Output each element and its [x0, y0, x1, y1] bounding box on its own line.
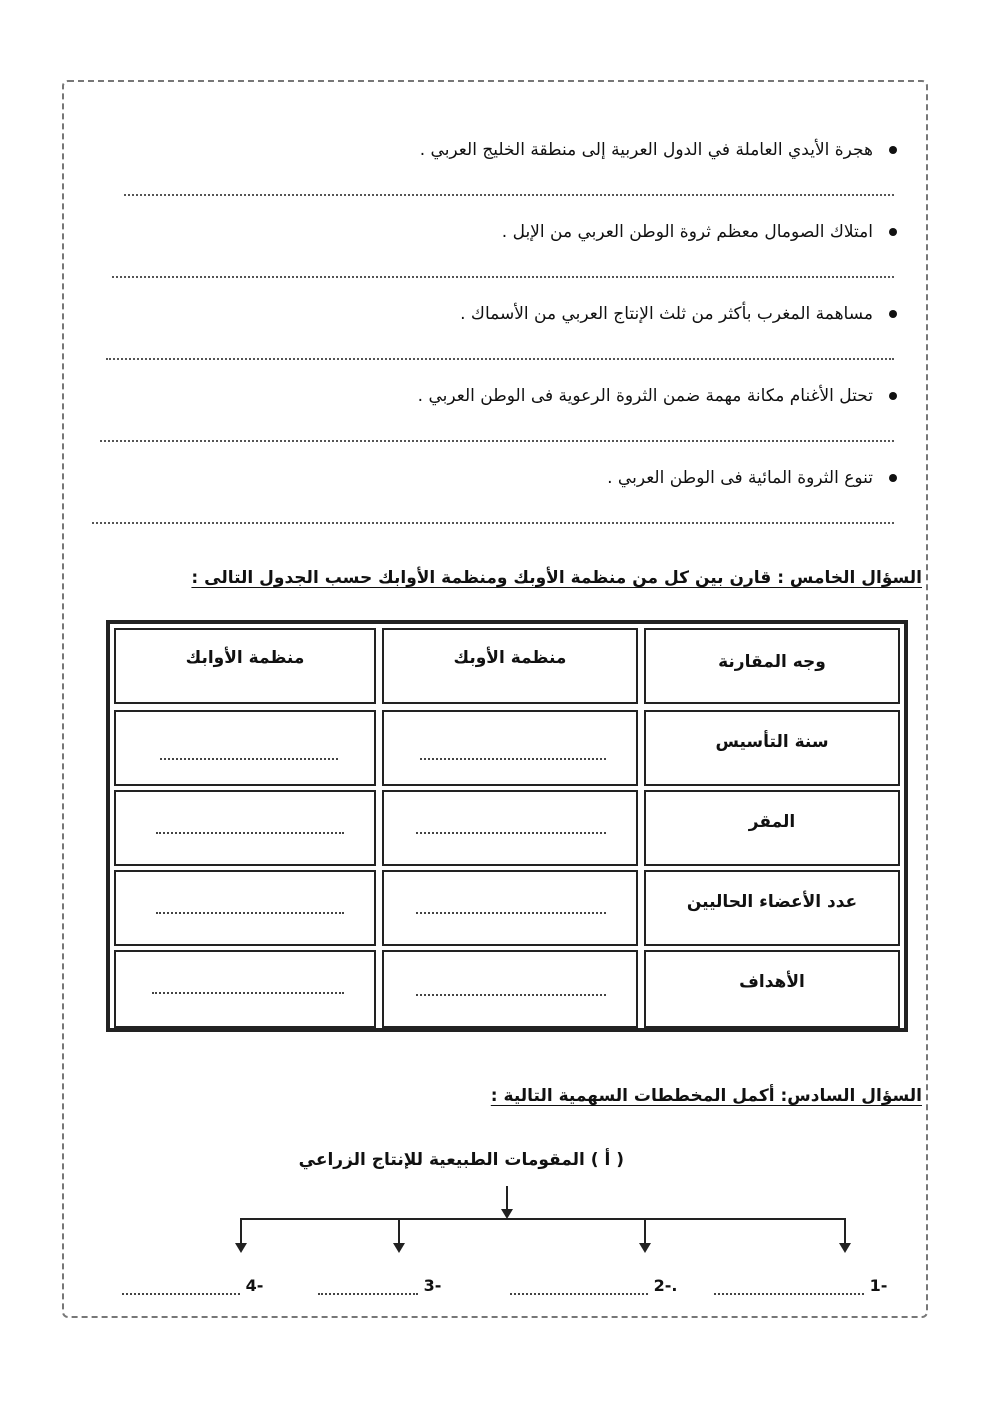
table-answer-cell[interactable] [114, 870, 376, 946]
statement-text: مساهمة المغرب بأكثر من ثلث الإنتاج العربي من الأسماك . [460, 304, 873, 324]
table-answer-cell[interactable] [114, 950, 376, 1028]
statement-4 [418, 386, 897, 406]
answer-line-4[interactable] [100, 440, 894, 442]
bullet-icon [889, 392, 897, 400]
table-answer-cell[interactable] [382, 710, 638, 786]
answer-line-5[interactable] [92, 522, 894, 524]
diagram-answer-3[interactable]: 3- [312, 1276, 441, 1295]
table-answer-cell[interactable] [382, 870, 638, 946]
answer-blank[interactable] [318, 1293, 418, 1295]
bullet-icon [889, 474, 897, 482]
answer-line-2[interactable] [112, 276, 894, 278]
table-row-label: الأهداف [644, 950, 900, 1028]
table-answer-cell[interactable] [114, 790, 376, 866]
down-arrow-icon [506, 1186, 508, 1210]
statement-text: تحتل الأغنام مكانة مهمة ضمن الثروة الرعوية فى الوطن العربي . [417, 386, 873, 406]
statement-5 [607, 468, 897, 488]
diagram-answer-4[interactable]: 4- [116, 1276, 263, 1295]
bullet-icon [889, 310, 897, 318]
table-header-cell: وجه المقارنة [644, 628, 900, 704]
comparison-table [106, 620, 908, 1032]
answer-blank[interactable] [714, 1293, 864, 1295]
diagram-connector [240, 1218, 846, 1220]
down-arrow-icon [398, 1218, 400, 1244]
table-answer-line[interactable] [156, 832, 344, 834]
table-header-cell: منظمة الأوبك [382, 628, 638, 704]
statement-text: تنوع الثروة المائية فى الوطن العربي . [607, 468, 873, 488]
table-answer-line[interactable] [152, 992, 344, 994]
statement-2 [502, 222, 897, 242]
statement-text: امتلاك الصومال معظم ثروة الوطن العربي من الإبل . [501, 222, 873, 242]
table-answer-cell[interactable] [382, 950, 638, 1028]
table-answer-line[interactable] [160, 758, 338, 760]
table-answer-cell[interactable] [382, 790, 638, 866]
table-header-cell: منظمة الأوابك [114, 628, 376, 704]
answer-line-1[interactable] [124, 194, 894, 196]
table-answer-line[interactable] [156, 912, 344, 914]
table-row-label: المقر [644, 790, 900, 866]
diagram-answer-1[interactable]: 1- [708, 1276, 887, 1295]
table-row-label: عدد الأعضاء الحاليين [644, 870, 900, 946]
table-answer-cell[interactable] [114, 710, 376, 786]
statement-text: هجرة الأيدي العاملة في الدول العربية إلى منطقة الخليج العربي . [419, 140, 873, 160]
table-answer-line[interactable] [416, 912, 606, 914]
answer-line-3[interactable] [106, 358, 894, 360]
answer-blank[interactable] [122, 1293, 240, 1295]
statement-1 [420, 140, 897, 160]
q6-heading: السؤال السادس: أكمل المخططات السهمية التالية : [490, 1086, 922, 1106]
diagram-title: ( أ ) المقومات الطبيعية للإنتاج الزراعي [298, 1150, 624, 1170]
down-arrow-icon [644, 1218, 646, 1244]
down-arrow-icon [844, 1218, 846, 1244]
diagram-answer-2[interactable]: 2-. [504, 1276, 677, 1295]
table-answer-line[interactable] [416, 994, 606, 996]
statement-3 [460, 304, 897, 324]
table-answer-line[interactable] [420, 758, 606, 760]
q5-heading: السؤال الخامس : قارن بين كل من منظمة الأوبك ومنظمة الأوابك حسب الجدول التالى : [191, 568, 922, 588]
table-row-label: سنة التأسيس [644, 710, 900, 786]
down-arrow-icon [240, 1218, 242, 1244]
answer-blank[interactable] [510, 1293, 648, 1295]
bullet-icon [889, 228, 897, 236]
bullet-icon [889, 146, 897, 154]
table-answer-line[interactable] [416, 832, 606, 834]
